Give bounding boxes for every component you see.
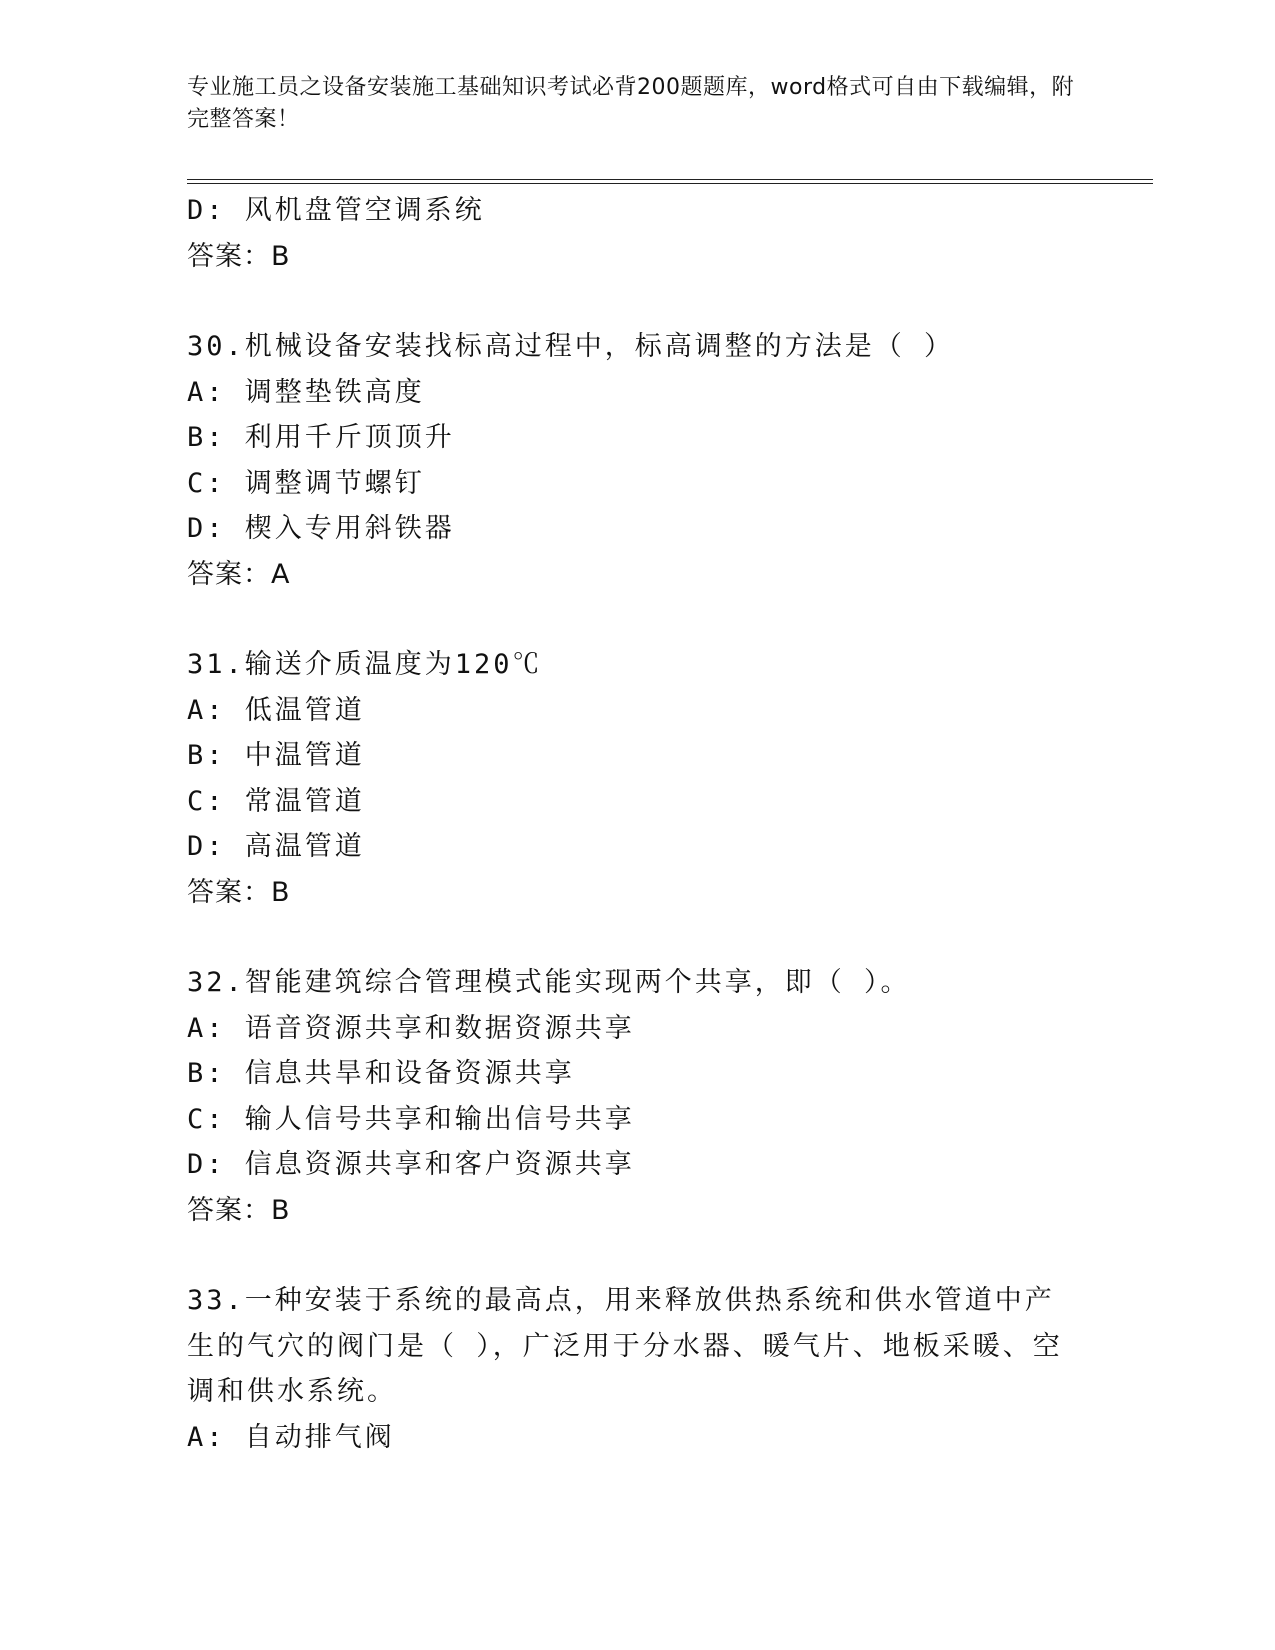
option-a: A: 低温管道 xyxy=(187,694,365,726)
question-block xyxy=(187,960,1087,1233)
option-c: C: 输人信号共享和输出信号共享 xyxy=(187,1103,635,1135)
option-b: B: 利用千斤顶顶升 xyxy=(187,422,455,453)
option-a: A: 自动排气阀 xyxy=(187,1421,395,1453)
question-stem: 33.一种安装于系统的最高点，用来释放供热系统和供水管道中产生的气穴的阀门是（ ），广泛用于分水器、暖气片、地板采暖、空调和供水系统。 xyxy=(187,1285,1063,1407)
option-d: D: 高温管道 xyxy=(187,831,365,862)
header-title: 专业施工员之设备安装施工基础知识考试必背200题题库，word格式可自由下载编辑，附完整答案！ xyxy=(187,75,1075,132)
option-c: C: 常温管道 xyxy=(187,785,365,817)
answer: 答案：A xyxy=(187,558,291,590)
option-c: C: 调整调节螺钉 xyxy=(187,467,425,499)
question-stem: 30.机械设备安装找标高过程中，标高调整的方法是（ ） xyxy=(187,331,955,362)
option-d: D: 信息资源共享和客户资源共享 xyxy=(187,1149,635,1180)
option-a: A: 语音资源共享和数据资源共享 xyxy=(187,1012,635,1044)
answer: 答案：B xyxy=(187,876,291,908)
option-d: D: 风机盘管空调系统 xyxy=(187,195,485,226)
question-block xyxy=(187,642,1087,915)
spacer xyxy=(187,1233,1087,1278)
answer: 答案：B xyxy=(187,1194,291,1226)
spacer xyxy=(187,597,1087,642)
spacer xyxy=(187,279,1087,324)
question-block xyxy=(187,324,1087,597)
question-stem: 32.智能建筑综合管理模式能实现两个共享，即（ ）。 xyxy=(187,967,911,998)
option-b: B: 信息共旱和设备资源共享 xyxy=(187,1058,575,1089)
spacer xyxy=(187,915,1087,960)
option-a: A: 调整垫铁高度 xyxy=(187,376,425,408)
question-block xyxy=(187,1278,1087,1460)
document-header xyxy=(187,72,1077,136)
header-rule-bottom xyxy=(187,183,1153,184)
question-stem: 31.输送介质温度为120℃ xyxy=(187,649,543,680)
header-rule-top xyxy=(187,179,1153,180)
option-d: D: 楔入专用斜铁器 xyxy=(187,513,455,544)
answer: 答案：B xyxy=(187,240,291,272)
question-content xyxy=(187,188,1087,1460)
option-b: B: 中温管道 xyxy=(187,740,365,771)
